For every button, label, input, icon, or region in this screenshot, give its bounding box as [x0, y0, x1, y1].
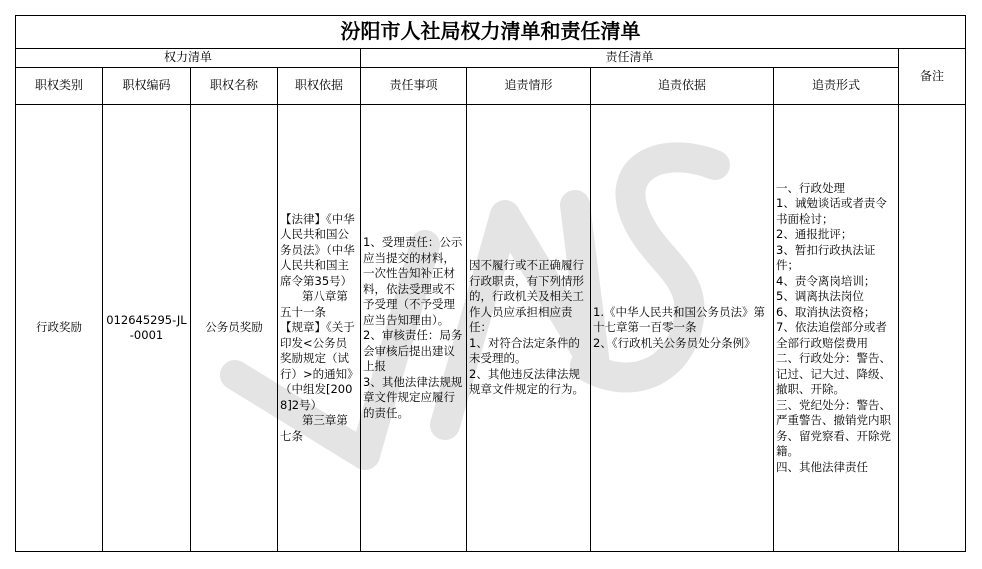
form-line: 3、暂扣行政执法证件； — [776, 242, 876, 273]
form-line: 四、其他法律责任 — [776, 459, 868, 474]
form-line: 4、责令离岗培训； — [776, 273, 876, 288]
cell-code — [103, 105, 191, 552]
cell-basis — [278, 105, 361, 552]
remarks-header: 备注 — [899, 49, 966, 105]
name-text: 公务员奖励 — [205, 320, 263, 335]
cell-accountability-basis — [591, 105, 774, 552]
form-line: 二、行政处分：警告、记过、记大过、降级、撤职、开除。 — [776, 351, 891, 397]
form-line: 一、行政处理 — [776, 180, 845, 195]
responsibility-table — [15, 15, 966, 552]
form-line: 7、依法追偿部分或者全部行政赔偿费用 — [776, 320, 887, 350]
form-line: 三、党纪处分：警告、严重警告、撤销党内职务、留党察看、开除党籍。 — [776, 397, 891, 459]
form-line: 6、取消执法资格； — [776, 304, 876, 319]
case-line: 因不履行或不正确履行行政职责，有下列情形的，行政机关及相关工作人员应承担相应责任： — [469, 258, 584, 335]
header-duties: 责任事项 — [361, 68, 467, 105]
basis-line: 【规章】《关于印发<公务员奖励规定（试行）>的通知》（中组发[2008]2号） — [280, 320, 355, 412]
header-accountability-cases: 追责情形 — [467, 68, 591, 105]
form-line: 5、调离执法岗位 — [776, 289, 864, 304]
category-text: 行政奖励 — [36, 320, 82, 335]
duty-line: 3、其他法律法规规章文件规定应履行的责任。 — [363, 374, 463, 420]
page-title: 汾阳市人社局权力清单和责任清单 — [16, 16, 966, 49]
cell-accountability-cases — [467, 105, 591, 552]
basis-line: 【法律】《中华人民共和国公务员法》（中华人民共和国主席令第35号） — [280, 211, 355, 288]
cell-accountability-forms — [774, 105, 899, 552]
cell-duties — [361, 105, 467, 552]
power-list-group-header: 权力清单 — [16, 49, 361, 68]
accountability-basis-line: 2、《行政机关公务员处分条例》 — [593, 335, 756, 350]
cell-name — [191, 105, 278, 552]
code-text: 012645295-JL-0001 — [106, 312, 187, 342]
duty-line: 2、审核责任：局务会审核后提出建议上报 — [363, 328, 463, 373]
case-line: 1、对符合法定条件的未受理的。 — [469, 335, 580, 366]
responsibility-list-group-header: 责任清单 — [361, 49, 899, 68]
case-line: 2、其他违反法律法规规章文件规定的行为。 — [469, 366, 584, 397]
cell-remarks — [899, 105, 966, 552]
header-name: 职权名称 — [191, 68, 278, 105]
form-line: 2、通报批评； — [776, 227, 853, 242]
header-accountability-basis: 追责依据 — [591, 68, 774, 105]
cell-category — [16, 105, 103, 552]
header-basis: 职权依据 — [278, 68, 361, 105]
header-code: 职权编码 — [103, 68, 191, 105]
duty-line: 1、受理责任：公示应当提交的材料，一次性告知补正材料，依法受理或不予受理（不予受理应当告知理由）。 — [363, 235, 463, 327]
basis-line: 第三章第七条 — [280, 413, 348, 443]
header-accountability-forms: 追责形式 — [774, 68, 899, 105]
basis-line: 第八章第五十一条 — [280, 289, 348, 319]
table-row — [16, 105, 966, 552]
accountability-basis-line: 1.《中华人民共和国公务员法》第十七章第一百零一条 — [593, 304, 765, 335]
header-category: 职权类别 — [16, 68, 103, 105]
form-line: 1、诫勉谈话或者责令书面检讨； — [776, 196, 887, 226]
